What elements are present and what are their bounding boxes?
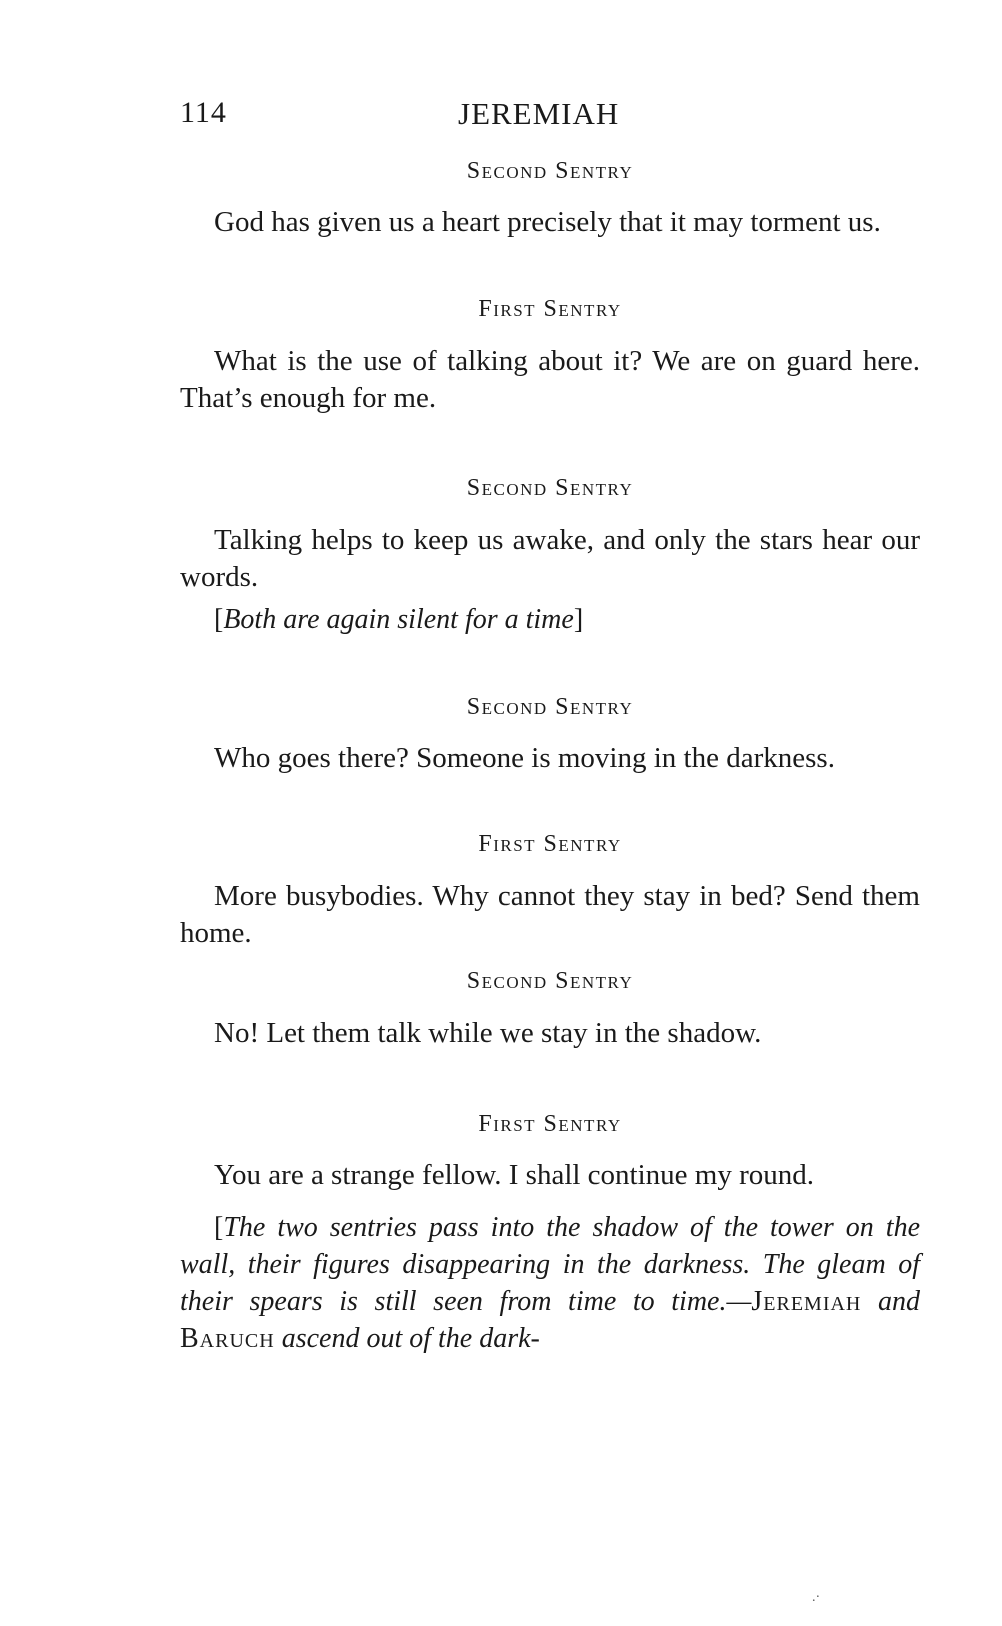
page-header	[180, 96, 920, 136]
speech-text: More busybodies. Why cannot they stay in bed? Send them home.	[180, 880, 920, 949]
speaker-label: First Sentry	[478, 831, 622, 857]
stage-direction	[180, 601, 920, 638]
speaker-label: Second Sentry	[466, 158, 634, 184]
speech-text: No! Let them talk while we stay in the shadow.	[214, 1017, 762, 1049]
speaker-label: Second Sentry	[466, 968, 634, 994]
speaker-label: First Sentry	[478, 1111, 622, 1137]
speech-text: You are a strange fellow. I shall continue my round.	[214, 1159, 815, 1191]
speech-text: God has given us a heart precisely that it may torment us.	[214, 206, 881, 238]
closing-stage-direction	[180, 1209, 920, 1357]
open-bracket: [	[214, 1212, 224, 1243]
page-number: 114	[180, 96, 227, 129]
speech-text: Talking helps to keep us awake, and only the stars hear our words.	[180, 524, 920, 593]
speech-text: What is the use of talking about it? We are on guard here. That’s enough for me.	[180, 345, 920, 414]
stage-conjunction: and	[878, 1286, 920, 1317]
speech-text: Who goes there? Someone is moving in the darkness.	[214, 742, 835, 774]
stage-direction-text: Both are again silent for a time	[223, 604, 574, 635]
running-title: JEREMIAH	[458, 96, 620, 131]
stage-paragraph	[180, 1209, 920, 1357]
speaker-label: First Sentry	[478, 296, 622, 322]
open-bracket: [	[214, 604, 224, 635]
character-name-baruch: Baruch	[180, 1323, 275, 1354]
character-name-jeremiah: Jeremiah	[751, 1286, 862, 1317]
close-bracket: ]	[573, 604, 584, 635]
speaker-label: Second Sentry	[466, 694, 634, 720]
stage-text-part1: The two sentries pass into the shadow of the tower on the wall, their figures disappearing in the darkness. The gleam of their spears is still seen from time to time.—	[180, 1212, 920, 1317]
stage-text-part2: ascend out of the dark-	[281, 1323, 540, 1354]
page-speck: .·	[812, 1590, 821, 1605]
speaker-label: Second Sentry	[466, 475, 634, 501]
